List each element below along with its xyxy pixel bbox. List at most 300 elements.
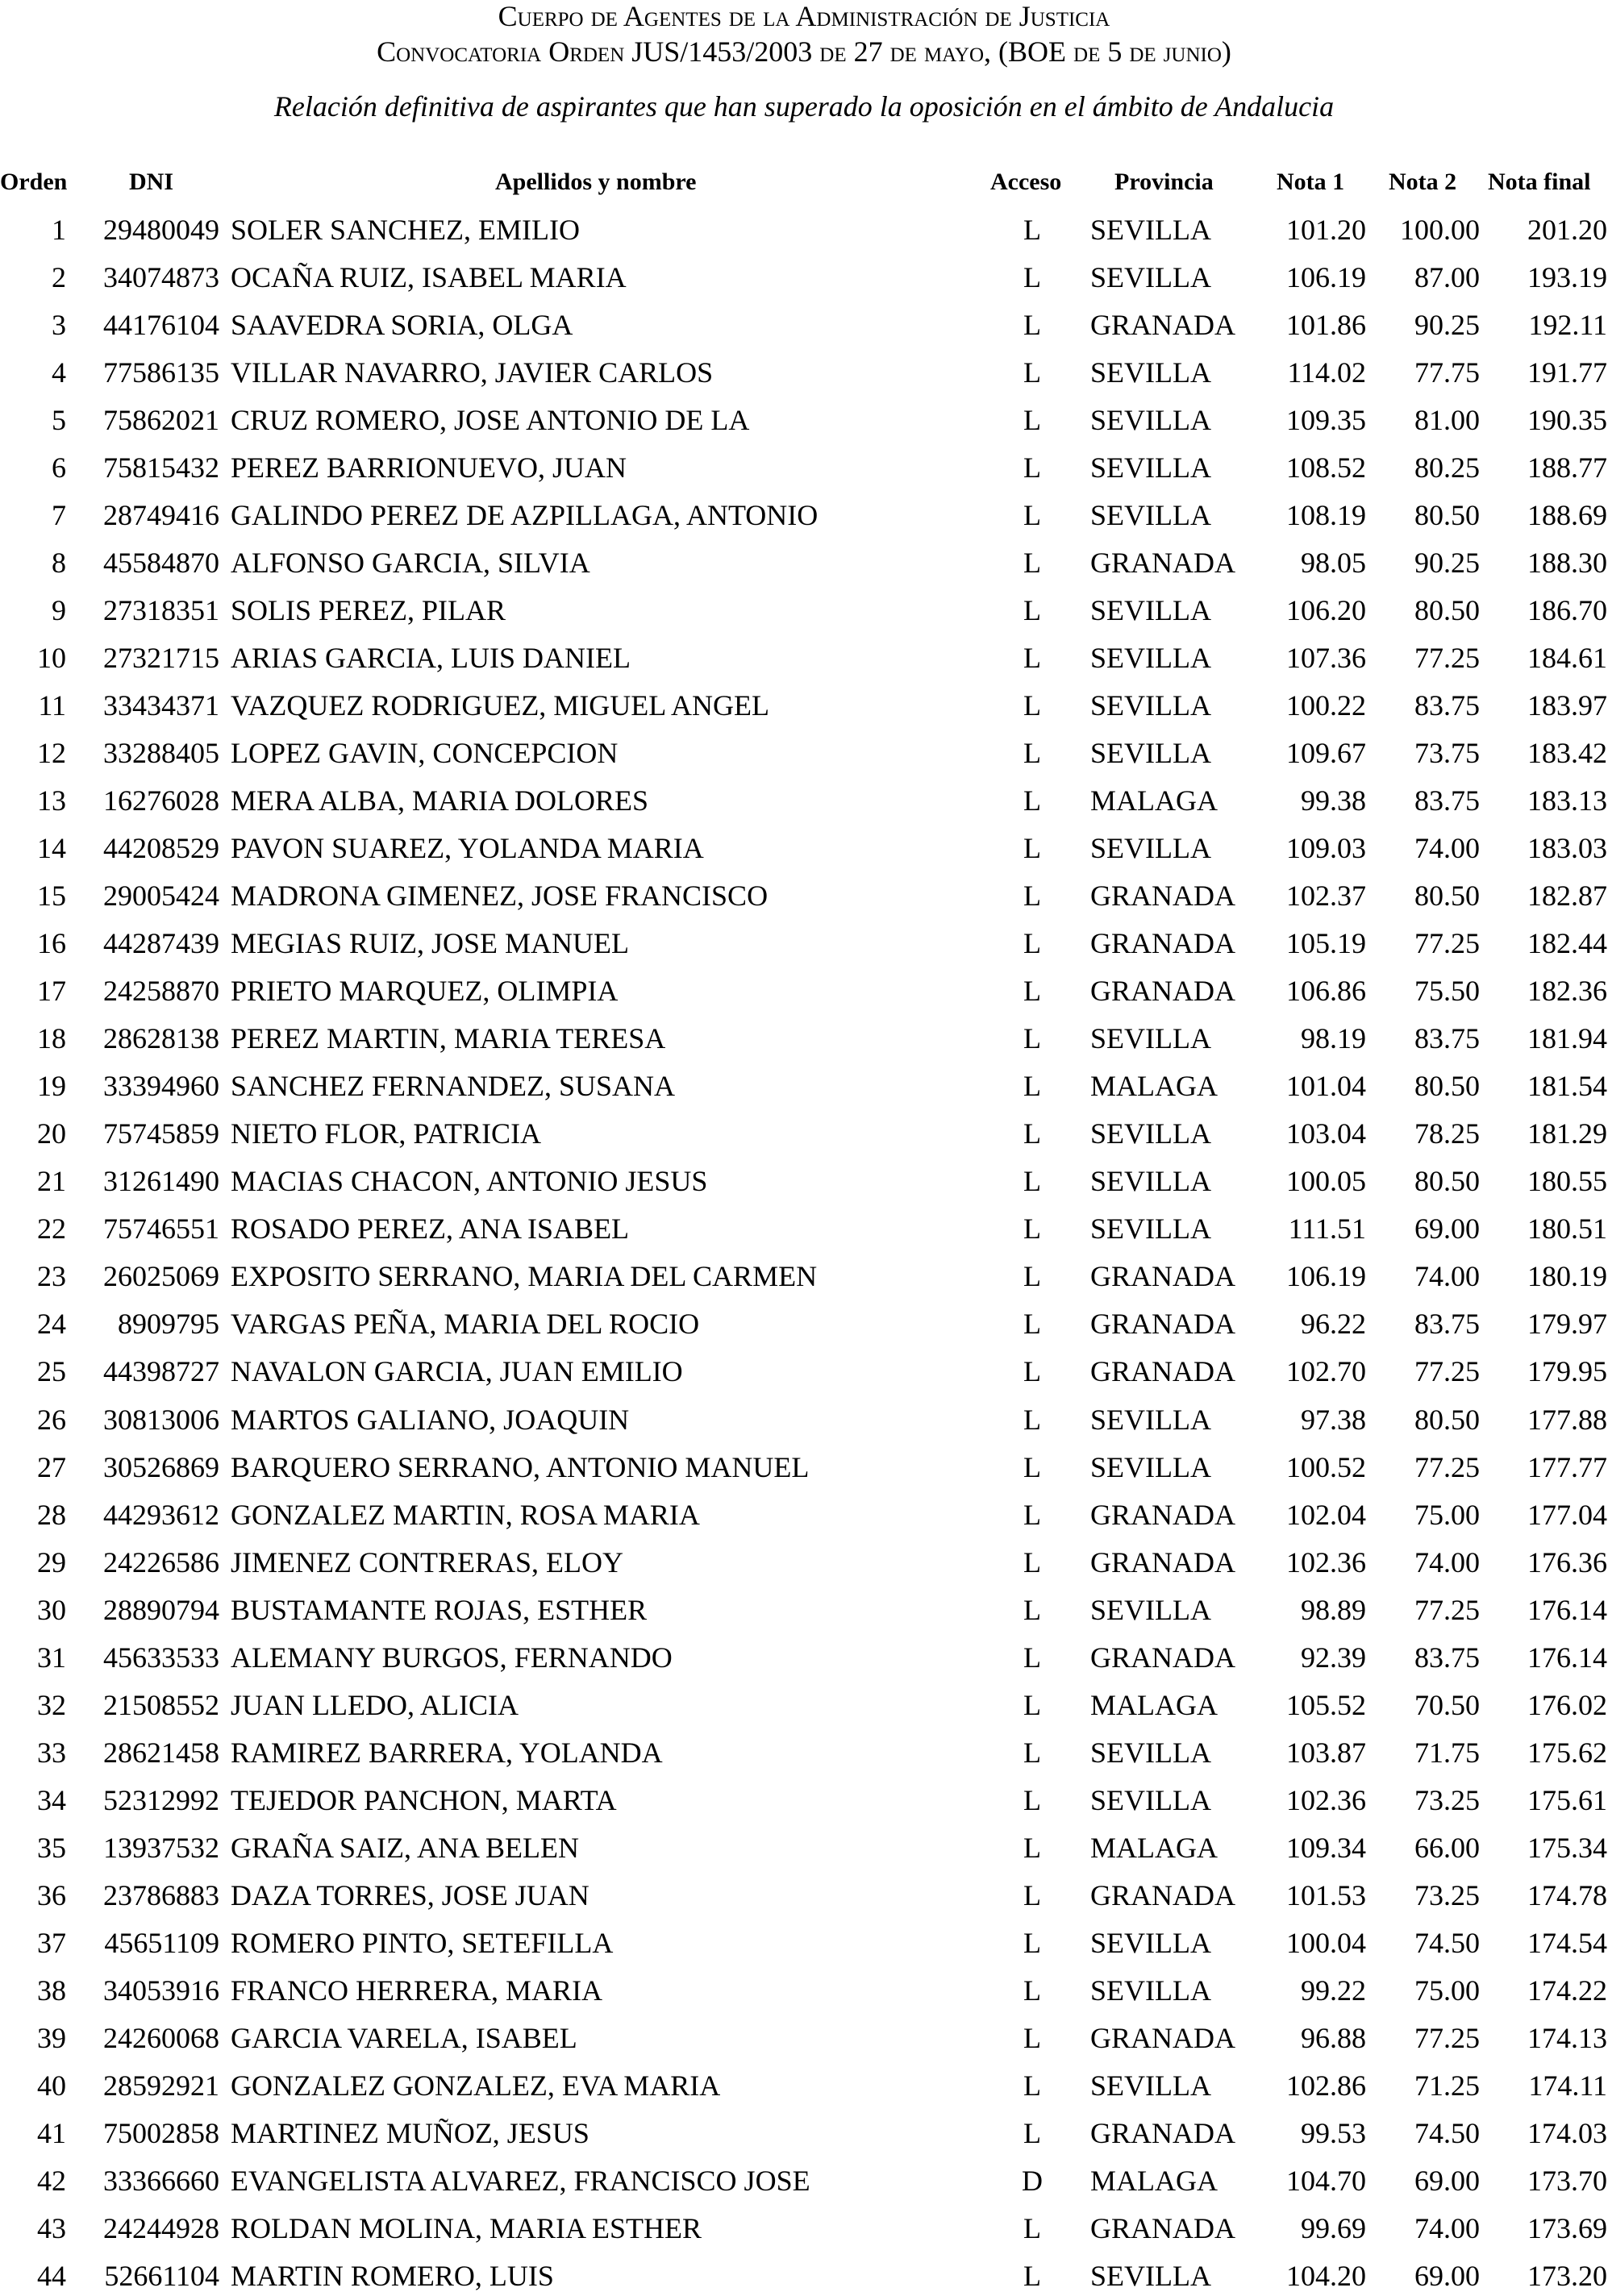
row-provincia: GRANADA xyxy=(1090,1545,1235,1578)
row-provincia: SEVILLA xyxy=(1090,1117,1211,1150)
column-header-nota2: Nota 2 xyxy=(1389,168,1457,195)
row-provincia: SEVILLA xyxy=(1090,404,1211,437)
row-provincia: SEVILLA xyxy=(1090,1783,1211,1816)
row-nombre: PRIETO MARQUEZ, OLIMPIA xyxy=(231,975,619,1008)
row-nota-final: 183.42 xyxy=(1527,737,1607,770)
column-header-nota-final: Nota final xyxy=(1488,168,1591,195)
row-provincia: MALAGA xyxy=(1090,1688,1218,1721)
row-nombre: MARTIN ROMERO, LUIS xyxy=(231,2259,554,2292)
row-nota-final: 192.11 xyxy=(1528,309,1607,342)
document-subtitle-convocatoria: Convocatoria Orden JUS/1453/2003 de 27 de mayo, (BOE de 5 de junio) xyxy=(377,35,1231,68)
column-header-nota1: Nota 1 xyxy=(1277,168,1345,195)
row-acceso: L xyxy=(1023,784,1041,817)
row-acceso: L xyxy=(1023,689,1041,722)
row-nota-final: 181.94 xyxy=(1527,1022,1607,1055)
row-acceso: L xyxy=(1023,356,1041,389)
row-acceso: L xyxy=(1023,927,1041,960)
row-nombre: PAVON SUAREZ, YOLANDA MARIA xyxy=(231,832,704,865)
row-nota2: 83.75 xyxy=(1414,1641,1480,1674)
table-row xyxy=(0,1256,1608,1296)
table-row xyxy=(0,876,1608,916)
row-dni: 45651109 xyxy=(104,1926,219,1959)
row-acceso: L xyxy=(1023,1450,1041,1483)
table-row xyxy=(0,1637,1608,1678)
table-row xyxy=(0,1400,1608,1440)
row-orden: 14 xyxy=(37,832,66,865)
row-acceso: L xyxy=(1023,975,1041,1008)
row-nota2: 69.00 xyxy=(1414,2164,1480,2197)
row-orden: 13 xyxy=(37,784,66,817)
row-nota-final: 182.44 xyxy=(1527,927,1607,960)
table-row xyxy=(0,1113,1608,1154)
row-nombre: ROSADO PEREZ, ANA ISABEL xyxy=(231,1212,630,1246)
row-nota2: 74.50 xyxy=(1414,2116,1480,2149)
row-orden: 30 xyxy=(37,1593,66,1626)
row-nombre: BUSTAMANTE ROJAS, ESTHER xyxy=(231,1593,648,1626)
row-nota2: 80.50 xyxy=(1414,880,1480,913)
row-nota2: 83.75 xyxy=(1414,1308,1480,1341)
table-row xyxy=(0,2065,1608,2106)
row-nota2: 83.75 xyxy=(1414,689,1480,722)
row-acceso: L xyxy=(1023,214,1041,246)
row-dni: 33394960 xyxy=(103,1070,219,1103)
row-dni: 28628138 xyxy=(103,1022,219,1055)
row-acceso: L xyxy=(1023,1736,1041,1769)
row-nombre: NIETO FLOR, PATRICIA xyxy=(231,1117,542,1150)
row-nombre: GONZALEZ MARTIN, ROSA MARIA xyxy=(231,1498,700,1531)
document-title: Cuerpo de Agentes de la Administración de Justicia xyxy=(498,0,1110,32)
row-nota1: 101.20 xyxy=(1286,214,1366,246)
row-dni: 52661104 xyxy=(104,2259,219,2292)
table-row xyxy=(0,2018,1608,2058)
row-orden: 3 xyxy=(52,309,66,342)
row-nombre: EXPOSITO SERRANO, MARIA DEL CARMEN xyxy=(231,1260,818,1293)
row-nota-final: 176.14 xyxy=(1527,1593,1607,1626)
column-header-dni: DNI xyxy=(129,168,174,195)
row-provincia: SEVILLA xyxy=(1090,594,1211,627)
table-row xyxy=(0,1828,1608,1868)
row-orden: 36 xyxy=(37,1878,66,1911)
row-orden: 44 xyxy=(37,2259,66,2292)
row-nota2: 90.25 xyxy=(1414,547,1480,580)
row-nombre: JIMENEZ CONTRERAS, ELOY xyxy=(231,1545,623,1578)
row-provincia: SEVILLA xyxy=(1090,1736,1211,1769)
row-orden: 20 xyxy=(37,1117,66,1150)
row-nota2: 77.25 xyxy=(1414,2021,1480,2054)
row-nota1: 97.38 xyxy=(1301,1403,1366,1436)
row-nota1: 102.70 xyxy=(1286,1355,1366,1388)
row-nota-final: 193.19 xyxy=(1527,261,1607,294)
row-nota1: 105.19 xyxy=(1286,927,1366,960)
row-orden: 35 xyxy=(37,1831,66,1864)
row-orden: 1 xyxy=(52,214,66,246)
row-orden: 8 xyxy=(52,547,66,580)
row-nota1: 104.70 xyxy=(1286,2164,1366,2197)
row-provincia: GRANADA xyxy=(1090,2116,1235,2149)
row-nota2: 74.00 xyxy=(1414,832,1480,865)
row-nota2: 74.00 xyxy=(1414,2211,1480,2244)
row-acceso: L xyxy=(1023,2211,1041,2244)
row-dni: 75862021 xyxy=(103,404,219,437)
row-nota1: 100.52 xyxy=(1286,1450,1366,1483)
row-dni: 30526869 xyxy=(103,1450,219,1483)
row-acceso: L xyxy=(1023,1070,1041,1103)
row-dni: 33366660 xyxy=(103,2164,219,2197)
row-dni: 45584870 xyxy=(103,547,219,580)
table-row xyxy=(0,1161,1608,1201)
row-acceso: D xyxy=(1022,2164,1043,2197)
row-dni: 28749416 xyxy=(103,499,219,532)
row-nombre: MACIAS CHACON, ANTONIO JESUS xyxy=(231,1165,708,1198)
row-dni: 31261490 xyxy=(103,1165,219,1198)
row-nota1: 106.86 xyxy=(1286,975,1366,1008)
column-header-acceso: Acceso xyxy=(990,168,1062,195)
row-provincia: SEVILLA xyxy=(1090,1926,1211,1959)
row-nota1: 102.86 xyxy=(1286,2069,1366,2102)
row-acceso: L xyxy=(1023,1593,1041,1626)
row-nota2: 77.75 xyxy=(1414,356,1480,389)
row-nota2: 81.00 xyxy=(1414,404,1480,437)
table-row xyxy=(0,1590,1608,1630)
row-nombre: MADRONA GIMENEZ, JOSE FRANCISCO xyxy=(231,880,769,913)
row-nota2: 80.25 xyxy=(1414,451,1480,485)
row-nota-final: 179.95 xyxy=(1527,1355,1607,1388)
row-dni: 24226586 xyxy=(103,1545,219,1578)
row-nota2: 90.25 xyxy=(1414,309,1480,342)
row-provincia: SEVILLA xyxy=(1090,1403,1211,1436)
row-nota1: 99.22 xyxy=(1301,1974,1366,2007)
row-nombre: GRAÑA SAIZ, ANA BELEN xyxy=(231,1831,580,1864)
row-nota-final: 191.77 xyxy=(1527,356,1607,389)
row-provincia: SEVILLA xyxy=(1090,214,1211,246)
row-nota2: 80.50 xyxy=(1414,1403,1480,1436)
row-acceso: L xyxy=(1023,1022,1041,1055)
row-provincia: MALAGA xyxy=(1090,784,1218,817)
row-nota-final: 174.13 xyxy=(1527,2021,1607,2054)
row-nota2: 83.75 xyxy=(1414,784,1480,817)
row-provincia: GRANADA xyxy=(1090,1308,1235,1341)
row-orden: 9 xyxy=(52,594,66,627)
row-nota-final: 176.02 xyxy=(1527,1688,1607,1721)
row-nota1: 99.38 xyxy=(1301,784,1366,817)
row-nota1: 98.89 xyxy=(1301,1593,1366,1626)
row-nombre: ALFONSO GARCIA, SILVIA xyxy=(231,547,590,580)
table-row xyxy=(0,1304,1608,1344)
row-nota1: 98.05 xyxy=(1301,547,1366,580)
row-dni: 24260068 xyxy=(103,2021,219,2054)
row-orden: 37 xyxy=(37,1926,66,1959)
row-dni: 28592921 xyxy=(103,2069,219,2102)
row-provincia: GRANADA xyxy=(1090,1355,1235,1388)
row-nota-final: 181.29 xyxy=(1527,1117,1607,1150)
row-nombre: ROLDAN MOLINA, MARIA ESTHER xyxy=(231,2211,702,2244)
row-nota2: 80.50 xyxy=(1414,594,1480,627)
row-acceso: L xyxy=(1023,451,1041,485)
row-nota1: 104.20 xyxy=(1286,2259,1366,2292)
row-nombre: OCAÑA RUIZ, ISABEL MARIA xyxy=(231,261,627,294)
row-orden: 15 xyxy=(37,880,66,913)
row-orden: 23 xyxy=(37,1260,66,1293)
row-nota1: 96.22 xyxy=(1301,1308,1366,1341)
row-orden: 6 xyxy=(52,451,66,485)
row-acceso: L xyxy=(1023,2116,1041,2149)
table-row xyxy=(0,495,1608,535)
row-nota1: 96.88 xyxy=(1301,2021,1366,2054)
row-nombre: ARIAS GARCIA, LUIS DANIEL xyxy=(231,642,631,675)
row-nota1: 102.36 xyxy=(1286,1783,1366,1816)
row-nota2: 75.00 xyxy=(1414,1974,1480,2007)
row-acceso: L xyxy=(1023,2021,1041,2054)
row-nota1: 108.52 xyxy=(1286,451,1366,485)
column-header-nombre: Apellidos y nombre xyxy=(495,168,697,195)
row-nota2: 73.75 xyxy=(1414,737,1480,770)
row-provincia: SEVILLA xyxy=(1090,642,1211,675)
row-nota1: 100.04 xyxy=(1286,1926,1366,1959)
row-nombre: DAZA TORRES, JOSE JUAN xyxy=(231,1878,589,1911)
row-nota2: 78.25 xyxy=(1414,1117,1480,1150)
row-nombre: GALINDO PEREZ DE AZPILLAGA, ANTONIO xyxy=(231,499,819,532)
row-dni: 29005424 xyxy=(103,880,219,913)
row-nombre: MARTINEZ MUÑOZ, JESUS xyxy=(231,2116,589,2149)
row-nota-final: 173.20 xyxy=(1527,2259,1607,2292)
table-row xyxy=(0,2208,1608,2248)
row-dni: 28890794 xyxy=(103,1593,219,1626)
row-provincia: GRANADA xyxy=(1090,927,1235,960)
row-acceso: L xyxy=(1023,261,1041,294)
row-nota-final: 190.35 xyxy=(1527,404,1607,437)
row-nota1: 103.87 xyxy=(1286,1736,1366,1769)
row-acceso: L xyxy=(1023,642,1041,675)
row-acceso: L xyxy=(1023,1308,1041,1341)
row-orden: 19 xyxy=(37,1070,66,1103)
row-nota1: 98.19 xyxy=(1301,1022,1366,1055)
row-orden: 27 xyxy=(37,1450,66,1483)
row-acceso: L xyxy=(1023,1974,1041,2007)
row-acceso: L xyxy=(1023,1212,1041,1246)
row-nota1: 92.39 xyxy=(1301,1641,1366,1674)
row-nota-final: 174.54 xyxy=(1527,1926,1607,1959)
row-dni: 75745859 xyxy=(103,1117,219,1150)
row-orden: 4 xyxy=(52,356,66,389)
row-dni: 75746551 xyxy=(103,1212,219,1246)
table-row xyxy=(0,590,1608,630)
row-orden: 10 xyxy=(37,642,66,675)
table-row xyxy=(0,2113,1608,2153)
table-row xyxy=(0,1066,1608,1106)
row-nota-final: 184.61 xyxy=(1527,642,1607,675)
row-acceso: L xyxy=(1023,1783,1041,1816)
row-nota1: 100.05 xyxy=(1286,1165,1366,1198)
row-nota-final: 175.61 xyxy=(1527,1783,1607,1816)
row-dni: 44287439 xyxy=(103,927,219,960)
row-nota1: 109.35 xyxy=(1286,404,1366,437)
row-acceso: L xyxy=(1023,499,1041,532)
row-provincia: GRANADA xyxy=(1090,309,1235,342)
row-nota2: 69.00 xyxy=(1414,1212,1480,1246)
row-nota2: 77.25 xyxy=(1414,642,1480,675)
row-nota-final: 180.51 xyxy=(1527,1212,1607,1246)
row-provincia: SEVILLA xyxy=(1090,499,1211,532)
row-acceso: L xyxy=(1023,1878,1041,1911)
row-nota2: 66.00 xyxy=(1414,1831,1480,1864)
row-nota-final: 180.19 xyxy=(1527,1260,1607,1293)
row-nombre: MARTOS GALIANO, JOAQUIN xyxy=(231,1403,630,1436)
row-nota-final: 183.03 xyxy=(1527,832,1607,865)
row-provincia: GRANADA xyxy=(1090,1260,1235,1293)
row-orden: 18 xyxy=(37,1022,66,1055)
row-acceso: L xyxy=(1023,1117,1041,1150)
row-orden: 5 xyxy=(52,404,66,437)
row-nota2: 77.25 xyxy=(1414,1450,1480,1483)
row-dni: 27318351 xyxy=(103,594,219,627)
table-row xyxy=(0,210,1608,250)
row-acceso: L xyxy=(1023,737,1041,770)
row-orden: 25 xyxy=(37,1355,66,1388)
row-nota2: 74.00 xyxy=(1414,1260,1480,1293)
row-dni: 24258870 xyxy=(103,975,219,1008)
column-header-orden: Orden xyxy=(0,168,68,195)
row-provincia: SEVILLA xyxy=(1090,2259,1211,2292)
row-nota1: 101.53 xyxy=(1286,1878,1366,1911)
column-header-provincia: Provincia xyxy=(1114,168,1214,195)
row-provincia: SEVILLA xyxy=(1090,1165,1211,1198)
row-orden: 21 xyxy=(37,1165,66,1198)
table-row xyxy=(0,1447,1608,1487)
row-acceso: L xyxy=(1023,547,1041,580)
table-row xyxy=(0,447,1608,488)
row-acceso: L xyxy=(1023,1403,1041,1436)
row-nota1: 102.36 xyxy=(1286,1545,1366,1578)
row-provincia: MALAGA xyxy=(1090,1831,1218,1864)
row-acceso: L xyxy=(1023,880,1041,913)
row-dni: 16276028 xyxy=(103,784,219,817)
row-orden: 28 xyxy=(37,1498,66,1531)
row-provincia: SEVILLA xyxy=(1090,451,1211,485)
row-nota1: 106.20 xyxy=(1286,594,1366,627)
row-provincia: SEVILLA xyxy=(1090,737,1211,770)
row-nombre: LOPEZ GAVIN, CONCEPCION xyxy=(231,737,619,770)
row-nota2: 71.25 xyxy=(1414,2069,1480,2102)
row-acceso: L xyxy=(1023,1260,1041,1293)
row-dni: 28621458 xyxy=(103,1736,219,1769)
row-nota-final: 173.70 xyxy=(1527,2164,1607,2197)
row-provincia: SEVILLA xyxy=(1090,689,1211,722)
row-nota-final: 176.14 xyxy=(1527,1641,1607,1674)
table-row xyxy=(0,828,1608,868)
row-nota2: 80.50 xyxy=(1414,1070,1480,1103)
row-dni: 75815432 xyxy=(103,451,219,485)
row-nota-final: 179.97 xyxy=(1527,1308,1607,1341)
row-nota2: 77.25 xyxy=(1414,1593,1480,1626)
table-row xyxy=(0,1780,1608,1820)
row-orden: 12 xyxy=(37,737,66,770)
row-nota-final: 201.20 xyxy=(1527,214,1607,246)
row-nota-final: 175.62 xyxy=(1527,1736,1607,1769)
row-nota1: 106.19 xyxy=(1286,1260,1366,1293)
row-nombre: MERA ALBA, MARIA DOLORES xyxy=(231,784,649,817)
row-nota-final: 182.36 xyxy=(1527,975,1607,1008)
table-row xyxy=(0,1685,1608,1725)
row-nombre: SOLER SANCHEZ, EMILIO xyxy=(231,214,580,246)
row-nota-final: 188.69 xyxy=(1527,499,1607,532)
row-orden: 38 xyxy=(37,1974,66,2007)
row-nota1: 114.02 xyxy=(1287,356,1366,389)
row-dni: 8909795 xyxy=(118,1308,219,1341)
row-nota-final: 176.36 xyxy=(1527,1545,1607,1578)
row-nota-final: 174.22 xyxy=(1527,1974,1607,2007)
row-nota2: 77.25 xyxy=(1414,1355,1480,1388)
row-nota2: 100.00 xyxy=(1400,214,1480,246)
row-nota-final: 181.54 xyxy=(1527,1070,1607,1103)
document-description: Relación definitiva de aspirantes que han superado la oposición en el ámbito de Andalucia xyxy=(273,90,1335,123)
row-acceso: L xyxy=(1023,309,1041,342)
row-acceso: L xyxy=(1023,1688,1041,1721)
row-dni: 23786883 xyxy=(103,1878,219,1911)
table-row xyxy=(0,1875,1608,1915)
row-nombre: NAVALON GARCIA, JUAN EMILIO xyxy=(231,1355,683,1388)
row-orden: 32 xyxy=(37,1688,66,1721)
row-orden: 2 xyxy=(52,261,66,294)
row-nombre: GARCIA VARELA, ISABEL xyxy=(231,2021,577,2054)
row-nota1: 105.52 xyxy=(1286,1688,1366,1721)
row-provincia: SEVILLA xyxy=(1090,832,1211,865)
row-acceso: L xyxy=(1023,1831,1041,1864)
row-orden: 11 xyxy=(38,689,66,722)
table-row xyxy=(0,971,1608,1011)
row-nombre: PEREZ BARRIONUEVO, JUAN xyxy=(231,451,627,485)
row-nota1: 101.04 xyxy=(1286,1070,1366,1103)
table-row xyxy=(0,352,1608,393)
row-acceso: L xyxy=(1023,1355,1041,1388)
row-dni: 24244928 xyxy=(103,2211,219,2244)
row-nombre: JUAN LLEDO, ALICIA xyxy=(231,1688,519,1721)
row-orden: 7 xyxy=(52,499,66,532)
row-provincia: GRANADA xyxy=(1090,547,1235,580)
table-row xyxy=(0,780,1608,821)
row-nombre: SANCHEZ FERNANDEZ, SUSANA xyxy=(231,1070,676,1103)
row-dni: 44176104 xyxy=(103,309,219,342)
row-nota1: 102.04 xyxy=(1286,1498,1366,1531)
row-provincia: SEVILLA xyxy=(1090,1974,1211,2007)
row-orden: 40 xyxy=(37,2069,66,2102)
row-nota-final: 174.11 xyxy=(1528,2069,1607,2102)
row-nota2: 71.75 xyxy=(1414,1736,1480,1769)
row-dni: 44208529 xyxy=(103,832,219,865)
row-nombre: VILLAR NAVARRO, JAVIER CARLOS xyxy=(231,356,714,389)
row-provincia: SEVILLA xyxy=(1090,1212,1211,1246)
row-nombre: SAAVEDRA SORIA, OLGA xyxy=(231,309,573,342)
row-nota2: 75.00 xyxy=(1414,1498,1480,1531)
table-row xyxy=(0,1542,1608,1583)
row-nota1: 107.36 xyxy=(1286,642,1366,675)
row-nombre: PEREZ MARTIN, MARIA TERESA xyxy=(231,1022,666,1055)
row-nota-final: 183.97 xyxy=(1527,689,1607,722)
row-acceso: L xyxy=(1023,594,1041,627)
row-nota-final: 180.55 xyxy=(1527,1165,1607,1198)
row-nombre: TEJEDOR PANCHON, MARTA xyxy=(231,1783,617,1816)
row-acceso: L xyxy=(1023,1926,1041,1959)
row-nota-final: 188.77 xyxy=(1527,451,1607,485)
table-row xyxy=(0,1351,1608,1391)
row-provincia: SEVILLA xyxy=(1090,356,1211,389)
row-orden: 24 xyxy=(37,1308,66,1341)
row-nota1: 99.53 xyxy=(1301,2116,1366,2149)
row-nota1: 111.51 xyxy=(1288,1212,1366,1246)
table-row xyxy=(0,400,1608,440)
table-row xyxy=(0,257,1608,297)
row-nota2: 80.50 xyxy=(1414,499,1480,532)
row-nota2: 73.25 xyxy=(1414,1783,1480,1816)
